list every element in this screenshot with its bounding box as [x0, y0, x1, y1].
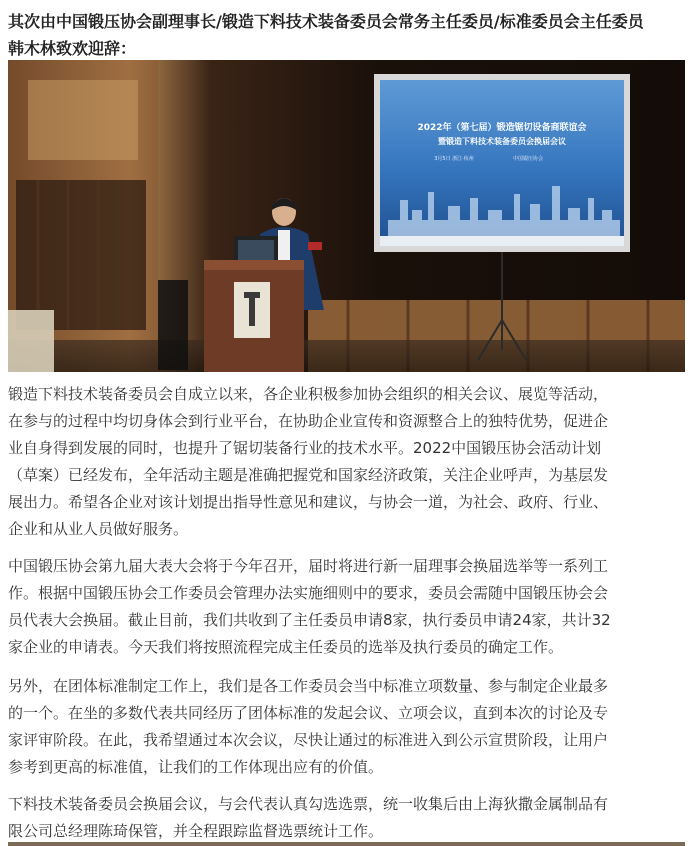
screen-organizer: 中国锻压协会 — [512, 156, 544, 162]
next-photo-edge — [8, 842, 685, 846]
paragraph-4: 下料技术装备委员会换届会议，与会代表认真勾选选票，统一收集后由上海狄撒金属制品有 限公司总经理陈琦保管，并全程跟踪监督选票统计工作。 — [8, 795, 609, 840]
paragraph-1: 锻造下料技术装备委员会自成立以来，各企业积极参加协会组织的相关会议、展览等活动， 在参与的过程中均切身体会到行业平台，在协助企业宣传和资源整合上的独特优势，促进企 业自身得到发展的同时，也提升了锯切装备行业的技术水平。2022中国锻压协会活动计划 （草案）已经发布，全年活动主题是准确把握党和国家经济政策，关注企业呼声，为基层发 展出力。希望各企业对该计划提出指导性意见和建议，与协会一道，为社会、政府、行业、 企业和从业人员做好服务。 — [8, 385, 609, 538]
conference-photo-illustration — [8, 60, 685, 372]
paragraph-2: 中国锻压协会第九届大表大会将于今年召开，届时将进行新一届理事会换届选举等一系列工 作。根据中国锻压协会工作委员会管理办法实施细则中的要求，委员会需随中国锻压协会会 员代表大会换届。截止目前，我们共收到了主任委员申请8家，执行委员申请24家，共计32 家企业的申请表。今天我们将按照流程完成主任委员的选举及执行委员的确定工作。 — [8, 557, 611, 656]
podium — [204, 260, 304, 372]
conference-photo — [8, 60, 685, 372]
screen-title-line2: 暨锻造下料技术装备委员会换届会议 — [438, 137, 566, 146]
screen-title-line1: 2022年（第七届）锻造锯切设备商联谊会 — [417, 123, 587, 133]
screen-info: 3月5日 浙江·杭州 — [434, 156, 474, 162]
paragraph-3: 另外，在团体标准制定工作上，我们是各工作委员会当中标准立项数量、参与制定企业最多 的一个。在坐的多数代表共同经历了团体标准的发起会议、立项会议，直到本次的讨论及专 家评审阶段。在此，我希望通过本次会议，尽快让通过的标准进入到公示宣贯阶段，让用户 参考到更高的标准值，让我们的工作体现出应有的价值。 — [8, 677, 609, 776]
section-heading: 其次由中国锻压协会副理事长/锻造下料技术装备委员会常务主任委员/标准委员会主任委员 韩木林致欢迎辞： — [8, 12, 644, 58]
